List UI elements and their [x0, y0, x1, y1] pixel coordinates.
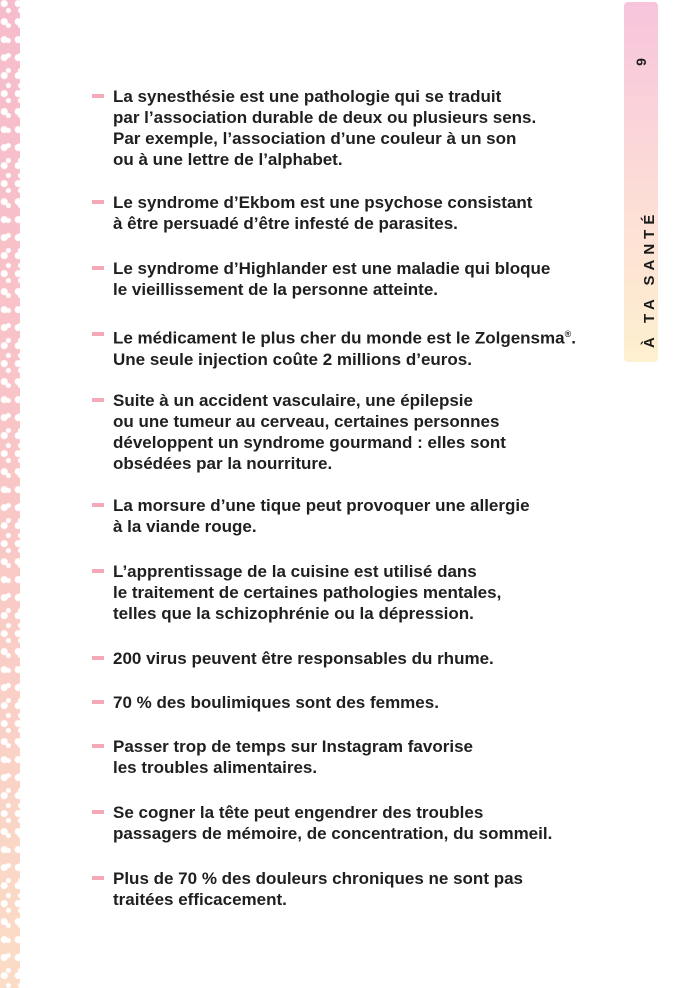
dash-bullet-icon [92, 876, 104, 880]
text-line: Le médicament le plus cher du monde est le Zolgensma®. [113, 328, 576, 348]
text-line: ou à une lettre de l’alphabet. [113, 150, 343, 169]
text-line: La morsure d’une tique peut provoquer une allergie [113, 496, 530, 515]
list-item [92, 648, 602, 669]
decorative-border [0, 0, 20, 988]
list-item [92, 86, 602, 170]
text-line: traitées efficacement. [113, 890, 287, 909]
fact-text [113, 692, 439, 713]
text-line: 70 % des boulimiques sont des femmes. [113, 693, 439, 712]
fact-text [113, 495, 530, 537]
text-line: par l’association durable de deux ou plusieurs sens. [113, 108, 537, 127]
text-line: Se cogner la tête peut engendrer des troubles [113, 803, 484, 822]
fact-text [113, 868, 523, 910]
text-line: La synesthésie est une pathologie qui se traduit [113, 87, 502, 106]
list-item [92, 868, 602, 910]
text-line: Le syndrome d’Ekbom est une psychose consistant [113, 193, 533, 212]
dash-bullet-icon [92, 700, 104, 704]
text-line: Passer trop de temps sur Instagram favorise [113, 737, 473, 756]
fact-text [113, 648, 494, 669]
text-line: développent un syndrome gourmand : elles sont [113, 433, 506, 452]
list-item [92, 692, 602, 713]
text-line: à être persuadé d’être infesté de parasites. [113, 214, 458, 233]
list-item [92, 802, 602, 844]
section-tab [624, 2, 658, 362]
text-line: Le syndrome d’Highlander est une maladie qui bloque [113, 259, 551, 278]
list-item [92, 495, 602, 537]
text-line: L’apprentissage de la cuisine est utilisé dans [113, 562, 477, 581]
list-item [92, 258, 602, 300]
fact-text [113, 258, 550, 300]
text-line: à la viande rouge. [113, 517, 257, 536]
list-item [92, 324, 602, 370]
fact-text [113, 86, 536, 170]
text-line: 200 virus peuvent être responsables du rhume. [113, 649, 494, 668]
text-line: Plus de 70 % des douleurs chroniques ne sont pas [113, 869, 523, 888]
text-line: le vieillissement de la personne atteinte. [113, 280, 439, 299]
text-line: ou une tumeur au cerveau, certaines personnes [113, 412, 500, 431]
dash-bullet-icon [92, 200, 104, 204]
list-item [92, 390, 602, 474]
dash-bullet-icon [92, 744, 104, 748]
text-line: le traitement de certaines pathologies mentales, [113, 583, 502, 602]
text-line: Par exemple, l’association d’une couleur à un son [113, 129, 517, 148]
registered-mark: ® [564, 329, 572, 339]
dash-bullet-icon [92, 503, 104, 507]
text-line: obsédées par la nourriture. [113, 454, 333, 473]
text-line: les troubles alimentaires. [113, 758, 318, 777]
text-line: telles que la schizophrénie ou la dépression. [113, 604, 474, 623]
dash-bullet-icon [92, 398, 104, 402]
fact-text [113, 324, 576, 370]
text-line: passagers de mémoire, de concentration, du sommeil. [113, 824, 553, 843]
list-item [92, 736, 602, 778]
dash-bullet-icon [92, 332, 104, 336]
dash-bullet-icon [92, 94, 104, 98]
section-title: À TA SANTÉ [641, 209, 658, 348]
text-line: Une seule injection coûte 2 millions d’euros. [113, 349, 472, 369]
page-number: 9 [633, 58, 649, 66]
list-item [92, 192, 602, 234]
dash-bullet-icon [92, 810, 104, 814]
dash-bullet-icon [92, 569, 104, 573]
dash-bullet-icon [92, 656, 104, 660]
text-line: Suite à un accident vasculaire, une épilepsie [113, 391, 473, 410]
dash-bullet-icon [92, 266, 104, 270]
fact-text [113, 736, 473, 778]
fact-text [113, 192, 532, 234]
fact-text [113, 802, 552, 844]
fact-text [113, 561, 501, 624]
list-item [92, 561, 602, 624]
fact-text [113, 390, 506, 474]
